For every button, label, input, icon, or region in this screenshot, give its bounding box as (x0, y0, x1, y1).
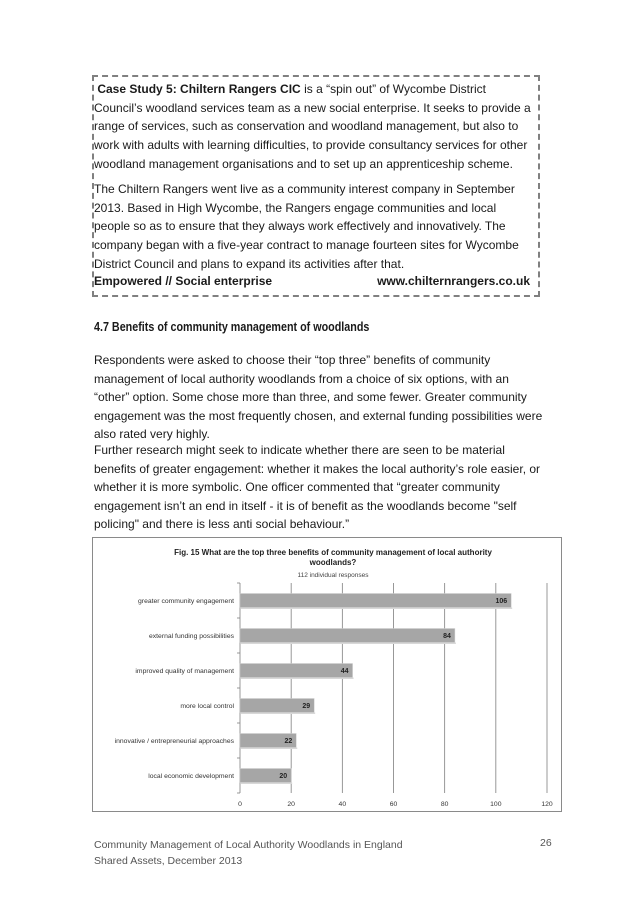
bar-shadow (241, 783, 292, 785)
bar-shadow (241, 608, 512, 610)
data-label-4: 29 (302, 703, 311, 710)
page-number: 26 (540, 837, 552, 849)
bar-3 (240, 664, 353, 678)
x-tick-label: 80 (440, 801, 449, 808)
x-tick-label: 60 (389, 801, 398, 808)
category-label-2: external funding possibilities (148, 633, 234, 640)
x-tick-label: 20 (287, 801, 295, 808)
x-tick-label: 0 (238, 801, 242, 808)
category-label-5: innovative / entrepreneurial approaches (114, 738, 234, 745)
data-label-2: 84 (443, 633, 451, 640)
case-study-title: Case Study 5: Chiltern Rangers CIC (97, 82, 301, 96)
case-study-website: www.chilternrangers.co.uk (377, 274, 530, 288)
chart-title-line-1: Fig. 15 What are the top three benefits of community management of local authority (174, 548, 492, 557)
bar-shadow (241, 748, 297, 750)
chart-title-line-2: woodlands? (309, 558, 357, 567)
category-label-4: more local control (180, 703, 234, 710)
bar-shadow (241, 678, 354, 680)
section-paragraph-1: Respondents were asked to choose their “top three” benefits of community management of local authority woodlands from a choice of six options, with an “other” option. Some chose more than three, and some fewer. Greater community engagement was the most frequently chosen, and external funding possibilities were also rated very highly. (94, 353, 543, 442)
chart-frame (92, 537, 562, 812)
x-tick-label: 120 (541, 801, 553, 808)
bar-chart (93, 538, 563, 813)
data-label-1: 106 (495, 598, 508, 605)
bar-shadow (241, 713, 315, 715)
section-paragraph-2: Further research might seek to indicate whether there are seen to be material benefits of greater engagement: whether it makes the local authority’s role easier, or whether it is more symbolic. One officer commented that “greater community engagement isn’t an end in itself - it is of benefit as the woodlands become "self policing" and there is less anti social behaviour.” (94, 443, 541, 532)
chart-gridlines (237, 583, 547, 793)
chart-subtitle: 112 individual responses (297, 572, 369, 579)
bar-shadow (241, 643, 456, 645)
section-heading: 4.7 Benefits of community management of woodlands (94, 320, 370, 334)
case-study-paragraph: The Chiltern Rangers went live as a community interest company in September 2013. Based in High Wycombe, the Rangers engage communities and local people so as to ensure that they always work effectively and innovatively. The company began with a five-year contract to manage fourteen sites for Wycombe District Council and plans to expand its activities after that. (94, 182, 519, 271)
data-label-5: 22 (284, 738, 293, 745)
case-study-footer (94, 272, 530, 290)
x-tick-label: 100 (490, 801, 502, 808)
category-label-6: local economic development (148, 773, 234, 780)
case-study-tags: Empowered // Social enterprise (94, 274, 273, 288)
footer-line-1: Community Management of Local Authority Woodlands in England (94, 839, 403, 851)
category-label-1: greater community engagement (138, 598, 234, 605)
case-study-intro (94, 80, 534, 174)
data-label-3: 44 (340, 668, 349, 675)
category-label-3: improved quality of management (135, 668, 234, 675)
chart-category-labels (115, 598, 235, 780)
chart-bars (240, 594, 512, 785)
case-study-intro-text: is a “spin out” of Wycombe District Council’s woodland services team as a new social enterprise. It seeks to provide a range of services, such as conservation and woodland management, but also to work with adults with learning difficulties, to provide consultancy services for other woodland management organisations and to set up an apprenticeship scheme. (94, 82, 531, 171)
page-footer (94, 837, 403, 869)
x-tick-label: 40 (338, 801, 347, 808)
bar-2 (240, 629, 455, 643)
data-label-6: 20 (279, 773, 288, 780)
chart-x-tick-labels (238, 801, 553, 808)
bar-1 (240, 594, 511, 608)
footer-line-2: Shared Assets, December 2013 (94, 855, 243, 867)
